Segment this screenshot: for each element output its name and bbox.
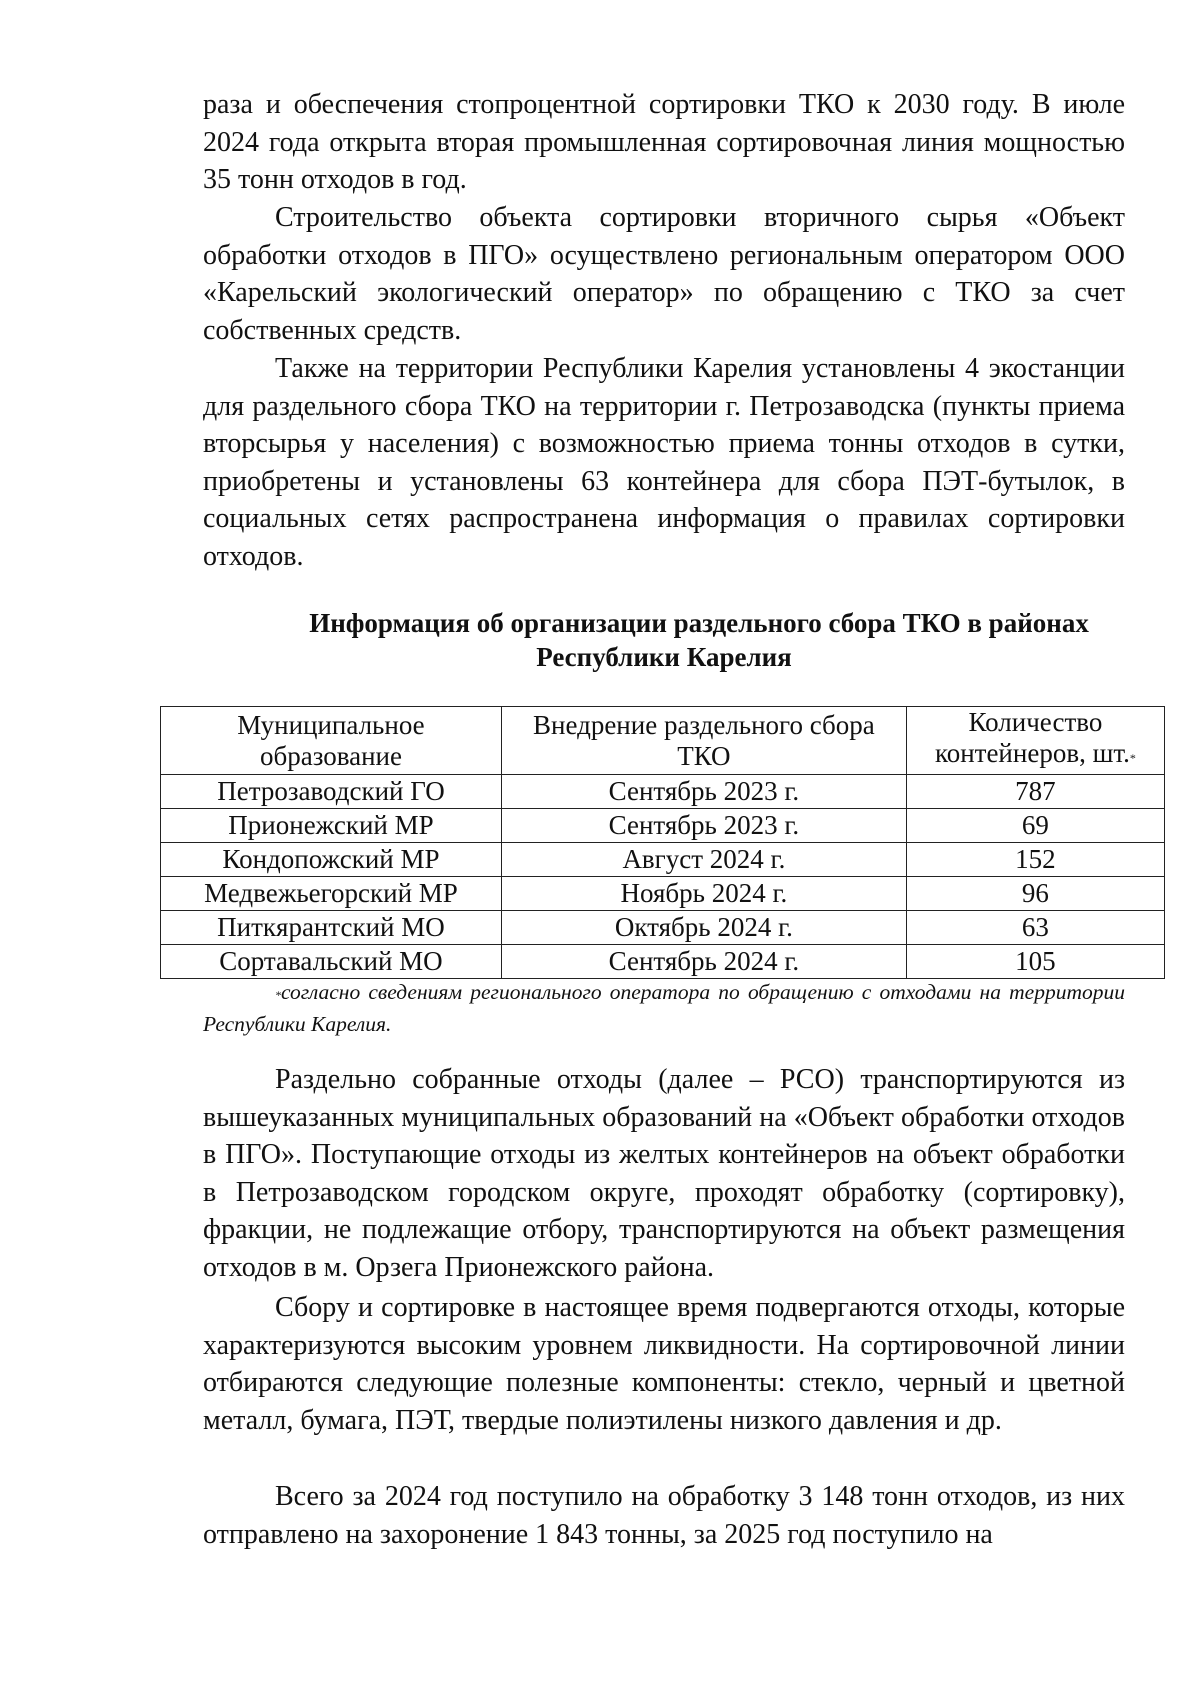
table-row: [161, 911, 1165, 945]
header-municipality-line-1: Муниципальное: [237, 709, 425, 740]
table-row: [161, 843, 1165, 877]
table-row: [161, 809, 1165, 843]
cell-date: Октябрь 2024 г.: [501, 911, 906, 945]
paragraph-5: Сбору и сортировке в настоящее время подвергаются отходы, которые характеризуются высоким уровнем ликвидности. На сортировочной линии отбираются следующие полезные компоненты: стекло, черный и цветной металл, бумага, ПЭТ, твердые полиэтилены низкого давления и др.: [203, 1292, 1125, 1436]
table-heading: [203, 606, 1125, 674]
cell-municipality: Медвежьегорский МР: [161, 877, 502, 911]
cell-count: 105: [906, 945, 1164, 979]
table-heading-line-2: Республики Карелия: [536, 642, 792, 672]
header-container-count: [906, 707, 1164, 775]
paragraph-2: Строительство объекта сортировки вторичного сырья «Объект обработки отходов в ПГО» осуществлено региональным оператором ООО «Карельский экологический оператор» по обращению с ТКО за счет собственных средств.: [203, 202, 1125, 346]
cell-date: Август 2024 г.: [501, 843, 906, 877]
header-container-count-line-1: Количество: [968, 707, 1103, 737]
cell-municipality: Питкярантский МО: [161, 911, 502, 945]
header-municipality: [161, 707, 502, 775]
cell-count: 152: [906, 843, 1164, 877]
cell-municipality: Петрозаводский ГО: [161, 775, 502, 809]
cell-count: 63: [906, 911, 1164, 945]
cell-municipality: Сортавальский МО: [161, 945, 502, 979]
cell-date: Сентябрь 2024 г.: [501, 945, 906, 979]
header-implementation: [501, 707, 906, 775]
cell-date: Ноябрь 2024 г.: [501, 877, 906, 911]
cell-municipality: Кондопожский МР: [161, 843, 502, 877]
header-implementation-line-2: ТКО: [677, 740, 731, 771]
cell-date: Сентябрь 2023 г.: [501, 775, 906, 809]
cell-count: 96: [906, 877, 1164, 911]
footnote-text: согласно сведениям регионального оператора по обращению с отходами на территории Республики Карелия.: [203, 980, 1125, 1036]
paragraph-6: Всего за 2024 год поступило на обработку 3 148 тонн отходов, из них отправлено на захоронение 1 843 тонны, за 2025 год поступило на: [203, 1481, 1125, 1550]
paragraph-4: Раздельно собранные отходы (далее – РСО) транспортируются из вышеуказанных муниципальных образований на «Объект обработки отходов в ПГО». Поступающие отходы из желтых контейнеров на объект обработки в Петрозаводском городском округе, проходят обработку (сортировку), фракции, не подлежащие отбору, транспортируются на объект размещения отходов в м. Орзега Прионежского района.: [203, 1064, 1125, 1283]
paragraph-1: раза и обеспечения стопроцентной сортировки ТКО к 2030 году. В июле 2024 года открыта вторая промышленная сортировочная линия мощностью 35 тонн отходов в год.: [203, 89, 1125, 196]
table-row: [161, 775, 1165, 809]
header-container-count-line-2: контейнеров, шт.: [934, 738, 1130, 768]
paragraph-3: Также на территории Республики Карелия установлены 4 экостанции для раздельного сбора ТКО на территории г. Петрозаводска (пункты приема вторсырья у населения) с возможностью приема тонны отходов в сутки, приобретены и установлены 63 контейнера для сбора ПЭТ-бутылок, в социальных сетях распространена информация о правилах сортировки отходов.: [203, 353, 1125, 572]
cell-municipality: Прионежский МР: [161, 809, 502, 843]
header-implementation-line-1: Внедрение раздельного сбора: [533, 709, 875, 740]
footnote-marker-note: *: [275, 988, 281, 1002]
table-header-row: [161, 707, 1165, 775]
cell-date: Сентябрь 2023 г.: [501, 809, 906, 843]
table-footnote: [203, 978, 1125, 1039]
separate-collection-table: [160, 706, 1165, 979]
table-row: [161, 945, 1165, 979]
table-heading-line-1: Информация об организации раздельного сбора ТКО в районах: [309, 608, 1089, 638]
table-row: [161, 877, 1165, 911]
footnote-marker: *: [1129, 751, 1136, 765]
cell-count: 787: [906, 775, 1164, 809]
header-municipality-line-2: образование: [259, 740, 402, 771]
cell-count: 69: [906, 809, 1164, 843]
